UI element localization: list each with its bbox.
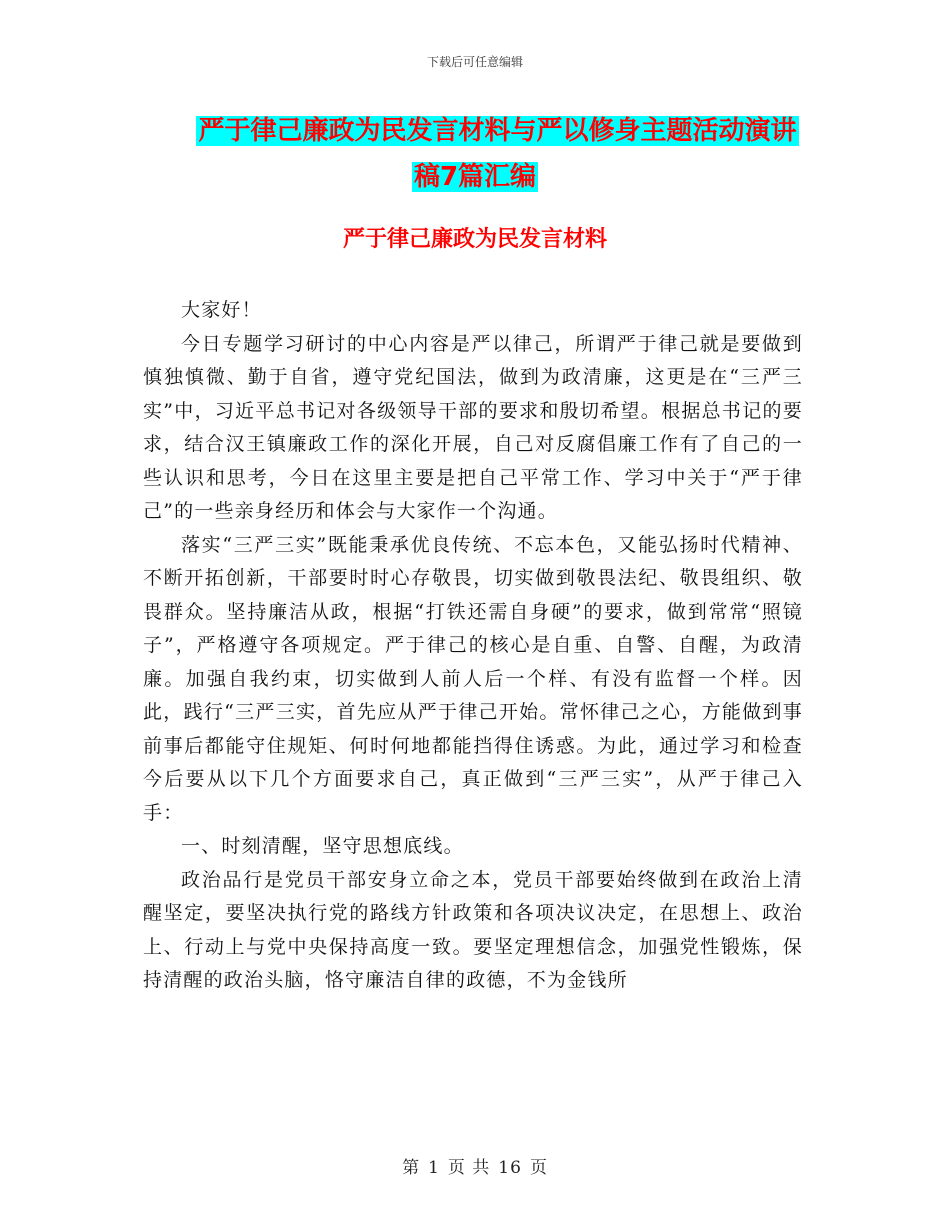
footer-mid: 页 共 <box>447 1158 491 1178</box>
paragraph-heading: 一、时刻清醒，坚守思想底线。 <box>181 835 464 857</box>
paragraph: 落实“三严三实”既能秉承优良传统、不忘本色，又能弘扬时代精神、不断开拓创新，干部要时时心存敬畏，切实做到敬畏法纪、敬畏组织、敬畏群众。坚持廉洁从政，根据“打铁还需自身硬”的要求，做到常常“照镜子”，严格遵守各项规定。严于律己的核心是自重、自警、自醒，为政清廉。加强自我约束，切实做到人前人后一个样、有没有监督一个样。因此，践行“三严三实，首先应从严于律己开始。常怀律己之心，方能做到事前事后都能守住规矩、何时何地都能挡得住诱惑。为此，通过学习和检查今后要从以下几个方面要求自己，真正做到“三严三实”，从严于律己入手： <box>143 533 803 824</box>
page-number: 1 <box>428 1158 440 1178</box>
section-title: 严于律己廉政为民发言材料 <box>342 227 607 252</box>
title-line-2: 稿7篇汇编 <box>413 162 537 192</box>
header-note: 下载后可任意编辑 <box>426 55 523 69</box>
paragraph: 政治品行是党员干部安身立命之本，党员干部要始终做到在政治上清醒坚定，要坚决执行党的路线方针政策和各项决议决定，在思想上、政治上、行动上与党中央保持高度一致。要坚定理想信念，加强党性锻炼，保持清醒的政治头脑，恪守廉洁自律的政德，不为金钱所 <box>143 868 803 991</box>
footer-prefix: 第 <box>402 1158 421 1178</box>
page-footer <box>0 1153 950 1178</box>
footer-suffix: 页 <box>529 1158 548 1178</box>
paragraph: 今日专题学习研讨的中心内容是严以律己，所谓严于律己就是要做到慎独慎微、勤于自省，遵守党纪国法，做到为政清廉，这更是在“三严三实”中，习近平总书记对各级领导干部的要求和殷切希望。根据总书记的要求，结合汉王镇廉政工作的深化开展，自己对反腐倡廉工作有了自己的一些认识和思考，今日在这里主要是把自己平常工作、学习中关于“严于律己”的一些亲身经历和体会与大家作一个沟通。 <box>143 332 803 522</box>
document-body <box>143 294 803 998</box>
paragraph-greeting: 大家好！ <box>181 299 262 321</box>
page-total: 16 <box>498 1158 522 1178</box>
document-title <box>0 108 950 200</box>
title-line-1: 严于律己廉政为民发言材料与严以修身主题活动演讲 <box>198 116 797 146</box>
